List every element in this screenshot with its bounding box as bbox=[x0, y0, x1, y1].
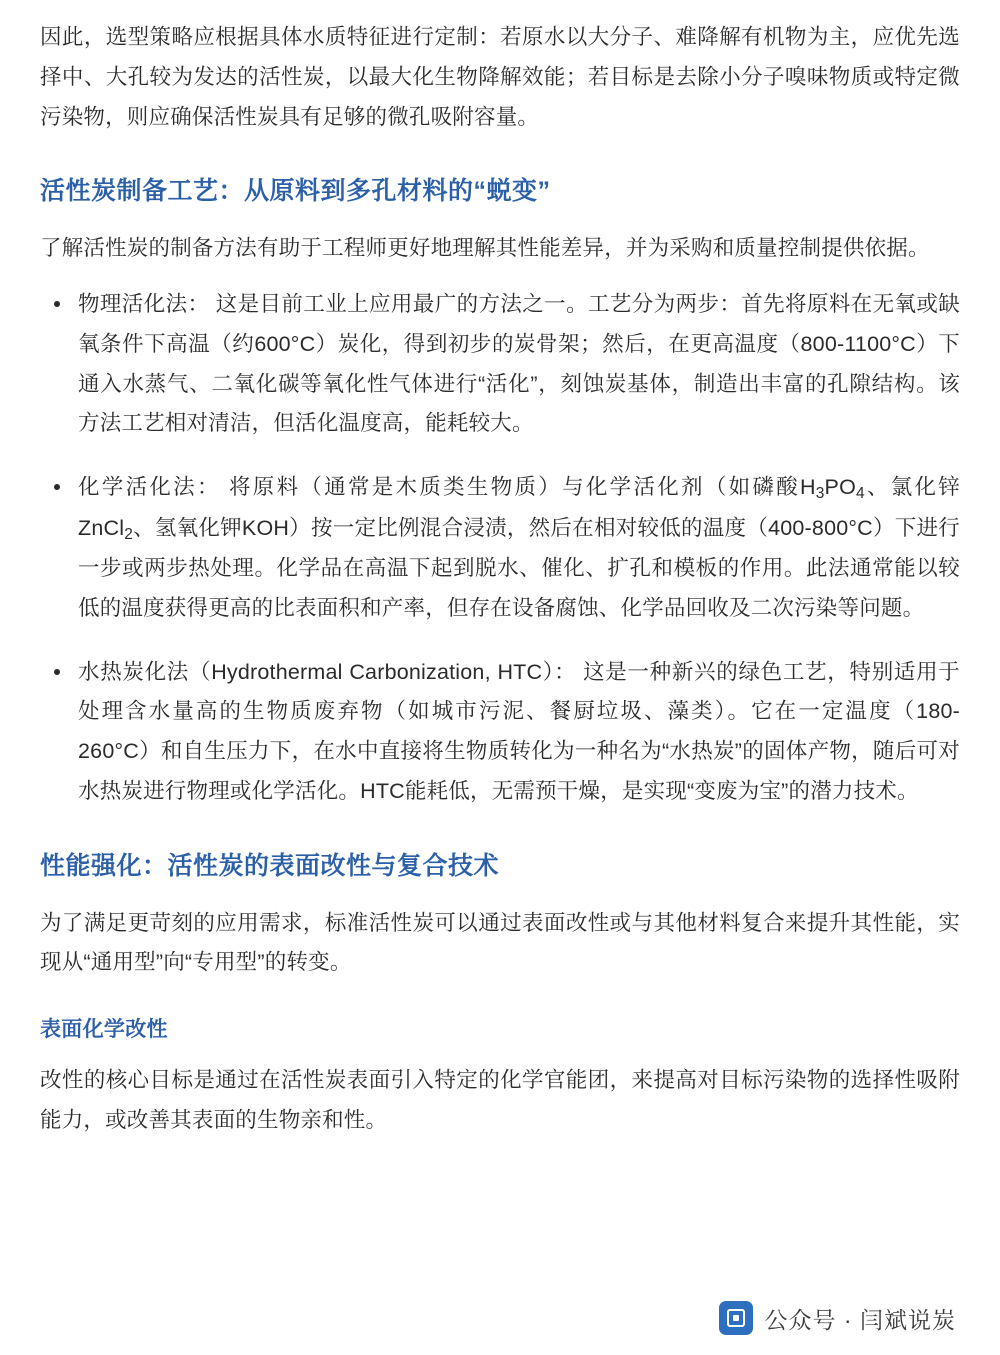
account-badge-label: 公众号 · 闫斌说炭 bbox=[764, 1306, 956, 1333]
subscript-four: 4 bbox=[856, 484, 865, 502]
bullet-dot-icon bbox=[54, 669, 60, 675]
list-item-text-part-2: PO bbox=[824, 475, 857, 500]
surface-modification-paragraph: 改性的核心目标是通过在活性炭表面引入特定的化学官能团，来提高对目标污染物的选择性吸附能力，或改善其表面的生物亲和性。 bbox=[40, 1068, 960, 1133]
section-heading-enhancement: 性能强化：活性炭的表面改性与复合技术 bbox=[40, 851, 500, 880]
subscript-two: 2 bbox=[124, 525, 134, 543]
enhancement-lead-paragraph: 为了满足更苛刻的应用需求，标准活性炭可以通过表面改性或与其他材料复合来提升其性能，实现从“通用型”向“专用型”的转变。 bbox=[40, 910, 960, 975]
list-item-text-part-4: 、氢氧化钾KOH）按一定比例混合浸渍，然后在相对较低的温度（400-800°C）下进行一步或两步热处理。化学品在高温下起到脱水、催化、扩孔和模板的作用。此法通常能以较低的温度获得更高的比表面积和产率，但存在设备腐蚀、化学品回收及二次污染等问题。 bbox=[78, 515, 960, 620]
list-item-term: 化学活化法： bbox=[78, 475, 221, 500]
bullet-dot-icon bbox=[54, 484, 60, 490]
list-item-text: 这是一种新兴的绿色工艺，特别适用于处理含水量高的生物质废弃物（如城市污泥、餐厨垃圾、藻类）。它在一定温度（180-260°C）和自生压力下，在水中直接将生物质转化为一种名为“水热炭”的固体产物，随后可对水热炭进行物理或化学活化。HTC能耗低，无需预干燥，是实现“变废为宝”的潜力技术。 bbox=[78, 659, 960, 803]
list-item-text-part-1: 将原料（通常是木质类生物质）与化学活化剂（如磷酸H bbox=[220, 475, 816, 500]
list-item-text-part-3: 、氯化锌ZnCl bbox=[78, 475, 960, 540]
subscript-three: 3 bbox=[815, 484, 825, 502]
list-item bbox=[40, 285, 960, 444]
list-item-text: 这是目前工业上应用最广的方法之一。工艺分为两步：首先将原料在无氧或缺氧条件下高温（约600°C）炭化，得到初步的炭骨架；然后，在更高温度（800-1100°C）下通入水蒸气、二氧化碳等氧化性气体进行“活化”，刻蚀炭基体，制造出丰富的孔隙结构。该方法工艺相对清洁，但活化温度高，能耗较大。 bbox=[78, 292, 960, 436]
wechat-official-account-icon bbox=[719, 1301, 753, 1335]
list-item-term: 物理活化法： bbox=[78, 292, 210, 317]
list-item bbox=[40, 653, 960, 812]
account-badge bbox=[719, 1301, 956, 1335]
intro-paragraph: 因此，选型策略应根据具体水质特征进行定制：若原水以大分子、难降解有机物为主，应优先选择中、大孔较为发达的活性炭，以最大化生物降解效能；若目标是去除小分子嗅味物质或特定微污染物，则应确保活性炭具有足够的微孔吸附容量。 bbox=[40, 25, 960, 129]
sub-heading-surface-modification: 表面化学改性 bbox=[40, 1018, 168, 1042]
preparation-method-list bbox=[40, 285, 960, 812]
bullet-dot-icon bbox=[54, 301, 60, 307]
bottom-spacer bbox=[40, 1157, 960, 1253]
list-item-term: 水热炭化法（Hydrothermal Carbonization, HTC）： bbox=[78, 659, 577, 684]
section-heading-preparation: 活性炭制备工艺：从原料到多孔材料的“蜕变” bbox=[40, 177, 551, 206]
list-item bbox=[40, 468, 960, 629]
preparation-lead-paragraph: 了解活性炭的制备方法有助于工程师更好地理解其性能差异，并为采购和质量控制提供依据。 bbox=[40, 236, 930, 261]
